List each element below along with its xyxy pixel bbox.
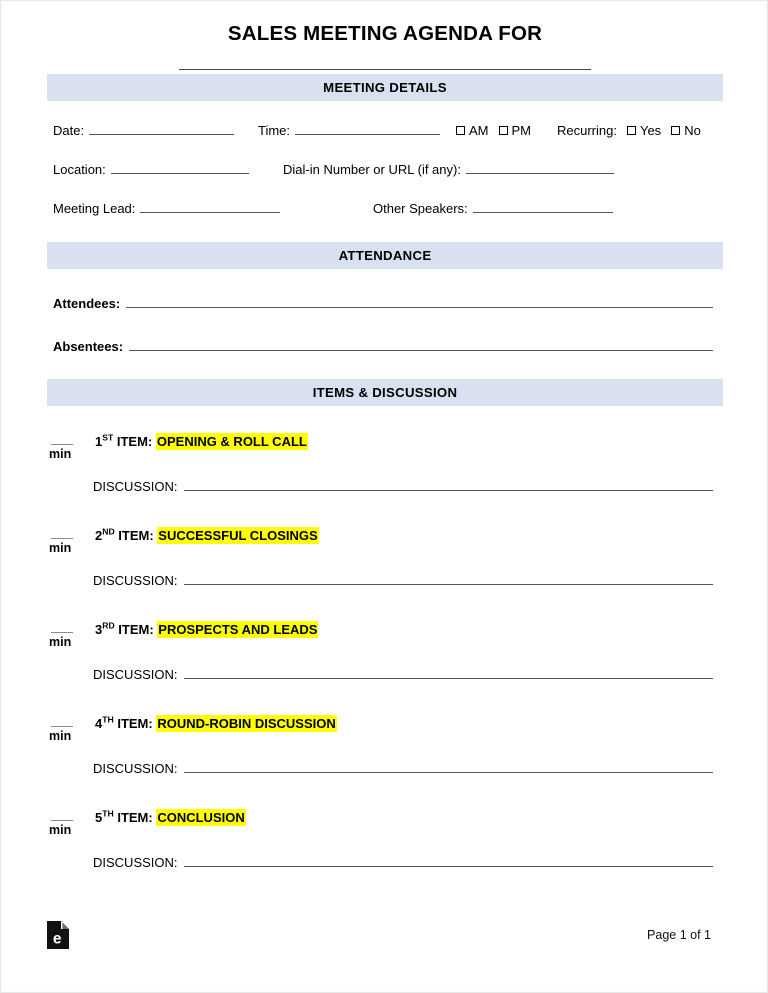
recurring-group xyxy=(557,123,701,138)
discussion-label: DISCUSSION: xyxy=(93,761,178,776)
am-checkbox[interactable] xyxy=(456,126,465,135)
minutes-cell xyxy=(47,621,95,649)
discussion-input[interactable] xyxy=(184,665,713,679)
agenda-item-word: ITEM: xyxy=(118,622,154,637)
dialin-input[interactable] xyxy=(466,160,614,174)
discussion-label: DISCUSSION: xyxy=(93,573,178,588)
page-footer xyxy=(1,915,767,955)
dialin-field-group xyxy=(283,160,614,177)
agenda-item-discussion-row xyxy=(47,571,713,588)
agenda-item-topic: CONCLUSION xyxy=(157,810,245,825)
agenda-item-header xyxy=(47,527,713,555)
recurring-yes-label: Yes xyxy=(639,123,662,138)
date-input[interactable] xyxy=(89,121,234,135)
agenda-item-title xyxy=(95,715,337,731)
agenda-item-discussion-row xyxy=(47,759,713,776)
minutes-unit-label: min xyxy=(49,729,72,743)
other-speakers-field-group xyxy=(373,199,613,216)
meeting-details-fields xyxy=(1,121,768,216)
meeting-lead-field-group xyxy=(53,199,373,216)
agenda-item-word: ITEM: xyxy=(118,528,154,543)
discussion-input[interactable] xyxy=(184,477,713,491)
spacer xyxy=(47,589,713,621)
agenda-item-topic: OPENING & ROLL CALL xyxy=(156,434,307,449)
time-field-group xyxy=(258,121,456,138)
minutes-input[interactable] xyxy=(51,715,73,727)
minutes-unit-label: min xyxy=(49,541,72,555)
agenda-item-discussion-row xyxy=(47,853,713,870)
agenda-item-ordinal: 1 xyxy=(95,434,103,449)
date-field-group xyxy=(53,121,258,138)
agenda-item-word: ITEM: xyxy=(117,810,153,825)
minutes-unit-label: min xyxy=(49,447,72,461)
agenda-item-ordinal: 3 xyxy=(95,622,103,637)
discussion-label: DISCUSSION: xyxy=(93,667,178,682)
spacer xyxy=(47,495,713,527)
agenda-item-header xyxy=(47,715,713,743)
absentees-label: Absentees: xyxy=(53,339,124,354)
attendance-fields xyxy=(1,294,768,354)
spacer xyxy=(1,216,768,242)
location-input[interactable] xyxy=(111,160,249,174)
agenda-item-ordinal-suffix: TH xyxy=(102,714,114,725)
minutes-unit-label: min xyxy=(49,635,72,649)
discussion-label: DISCUSSION: xyxy=(93,855,178,870)
agenda-item-topic: SUCCESSFUL CLOSINGS xyxy=(158,528,318,543)
row-location-dialin xyxy=(53,160,723,177)
page-number: Page 1 of 1 xyxy=(647,928,711,942)
spacer xyxy=(47,777,713,809)
row-date-time-recurring xyxy=(53,121,723,138)
agenda-item-ordinal-suffix: ST xyxy=(102,432,114,443)
recurring-no-checkbox[interactable] xyxy=(671,126,680,135)
time-input[interactable] xyxy=(295,121,440,135)
agenda-item-title xyxy=(95,621,318,637)
minutes-cell xyxy=(47,433,95,461)
agenda-item-header xyxy=(47,621,713,649)
location-field-group xyxy=(53,160,283,177)
minutes-cell xyxy=(47,809,95,837)
discussion-input[interactable] xyxy=(184,759,713,773)
pm-label: PM xyxy=(511,123,531,138)
attendees-label: Attendees: xyxy=(53,296,121,311)
agenda-item-ordinal-suffix: ND xyxy=(102,526,115,537)
minutes-unit-label: min xyxy=(49,823,72,837)
am-pm-group xyxy=(456,123,531,138)
page-title: SALES MEETING AGENDA FOR xyxy=(227,22,543,45)
minutes-cell xyxy=(47,527,95,555)
spacer xyxy=(1,354,768,379)
absentees-input[interactable] xyxy=(129,337,713,351)
items-list xyxy=(1,433,768,871)
section-header-meeting-details: MEETING DETAILS xyxy=(47,74,723,101)
attendees-input[interactable] xyxy=(126,294,713,308)
minutes-cell xyxy=(47,715,95,743)
spacer xyxy=(1,406,768,433)
agenda-item-ordinal-suffix: RD xyxy=(102,620,115,631)
agenda-item-topic: PROSPECTS AND LEADS xyxy=(158,622,318,637)
agenda-item-topic: ROUND-ROBIN DISCUSSION xyxy=(157,716,336,731)
other-speakers-input[interactable] xyxy=(473,199,613,213)
minutes-input[interactable] xyxy=(51,433,73,445)
minutes-input[interactable] xyxy=(51,527,73,539)
agenda-item-discussion-row xyxy=(47,665,713,682)
time-label: Time: xyxy=(258,123,291,138)
title-blank-line-wrap xyxy=(1,60,768,74)
other-speakers-label: Other Speakers: xyxy=(373,201,468,216)
section-header-items-discussion: ITEMS & DISCUSSION xyxy=(47,379,723,406)
discussion-label: DISCUSSION: xyxy=(93,479,178,494)
row-attendees xyxy=(53,294,713,311)
row-lead-speakers xyxy=(53,199,723,216)
agenda-item-title xyxy=(95,527,319,543)
meeting-lead-input[interactable] xyxy=(140,199,280,213)
recurring-label: Recurring: xyxy=(557,123,617,138)
agenda-item-ordinal: 5 xyxy=(95,810,103,825)
recurring-yes-checkbox[interactable] xyxy=(627,126,636,135)
agenda-item-header xyxy=(47,809,713,837)
agenda-item-title xyxy=(95,809,246,825)
agenda-item xyxy=(47,621,713,683)
date-label: Date: xyxy=(53,123,85,138)
document-content xyxy=(1,1,768,871)
agenda-item-header xyxy=(47,433,713,461)
svg-text:e: e xyxy=(52,930,62,948)
agenda-item xyxy=(47,715,713,777)
minutes-input[interactable] xyxy=(51,621,73,633)
location-label: Location: xyxy=(53,162,106,177)
agenda-item-ordinal-suffix: TH xyxy=(102,808,114,819)
title-blank-line[interactable] xyxy=(179,68,591,70)
section-header-attendance: ATTENDANCE xyxy=(47,242,723,269)
dialin-label: Dial-in Number or URL (if any): xyxy=(283,162,461,177)
am-label: AM xyxy=(469,123,489,138)
discussion-input[interactable] xyxy=(184,571,713,585)
agenda-item xyxy=(47,527,713,589)
agenda-item xyxy=(47,809,713,871)
meeting-lead-label: Meeting Lead: xyxy=(53,201,136,216)
discussion-input[interactable] xyxy=(184,853,713,867)
agenda-item-word: ITEM: xyxy=(116,434,153,449)
recurring-no-label: No xyxy=(684,123,701,138)
spacer xyxy=(47,683,713,715)
document-e-logo-icon[interactable] xyxy=(47,921,69,949)
agenda-item-ordinal: 4 xyxy=(95,716,103,731)
agenda-item-title xyxy=(95,433,308,449)
row-absentees xyxy=(53,337,713,354)
pm-checkbox[interactable] xyxy=(499,126,508,135)
agenda-item-discussion-row xyxy=(47,477,713,494)
minutes-input[interactable] xyxy=(51,809,73,821)
agenda-item-ordinal: 2 xyxy=(95,528,103,543)
agenda-item-word: ITEM: xyxy=(117,716,153,731)
agenda-item xyxy=(47,433,713,495)
